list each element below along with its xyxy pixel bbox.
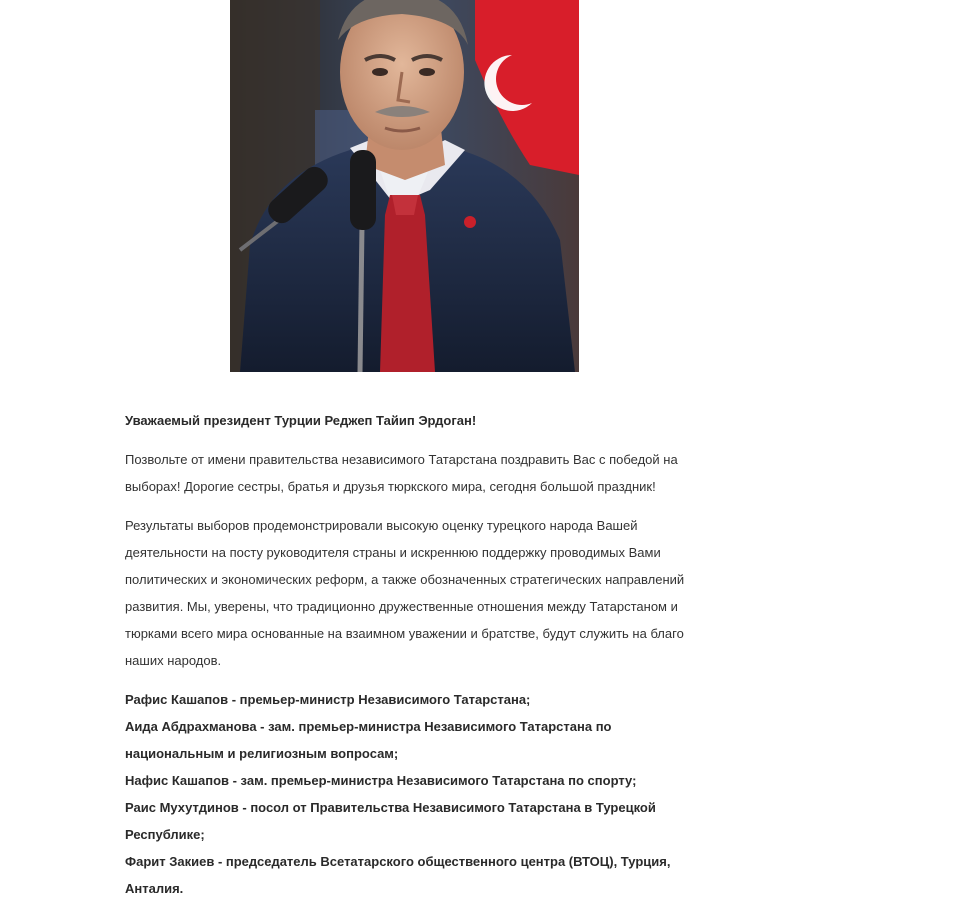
signature-item: Фарит Закиев - председатель Всетатарского общественного центра (ВТОЦ), Турция, Анталия. <box>125 854 671 896</box>
signature-item: Раис Мухутдинов - посол от Правительства Независимого Татарстана в Турецкой Республике; <box>125 800 656 842</box>
paragraph-results: Результаты выборов продемонстрировали высокую оценку турецкого народа Вашей деятельности на посту руководителя страны и искреннюю поддержку проводимых Вами политических и экономических реформ, а также обозначенных стратегических направлений развития. Мы, уверены, что традиционно дружественные отношения между Татарстаном и тюрками всего мира основанные на взаимном уважении и братстве, будут служить на благо наших народов. <box>125 518 685 668</box>
microphone-center <box>350 150 376 230</box>
signature-item: Рафис Кашапов - премьер-министр Независимого Татарстана; <box>125 692 531 707</box>
paragraph-congratulation: Позвольте от имени правительства независимого Татарстана поздравить Вас с победой на выборах! Дорогие сестры, братья и друзья тюркского мира, сегодня большой праздник! <box>125 452 678 494</box>
portrait-image <box>230 0 579 372</box>
article-body <box>125 407 705 902</box>
signature-list <box>125 686 705 902</box>
greeting-heading: Уважаемый президент Турции Реджеп Тайип Эрдоган! <box>125 413 477 428</box>
signature-item: Аида Абдрахманова - зам. премьер-министра Независимого Татарстана по национальным и религиозным вопросам; <box>125 719 612 761</box>
signature-item: Нафис Кашапов - зам. премьер-министра Независимого Татарстана по спорту; <box>125 773 637 788</box>
article-photo <box>230 0 579 372</box>
